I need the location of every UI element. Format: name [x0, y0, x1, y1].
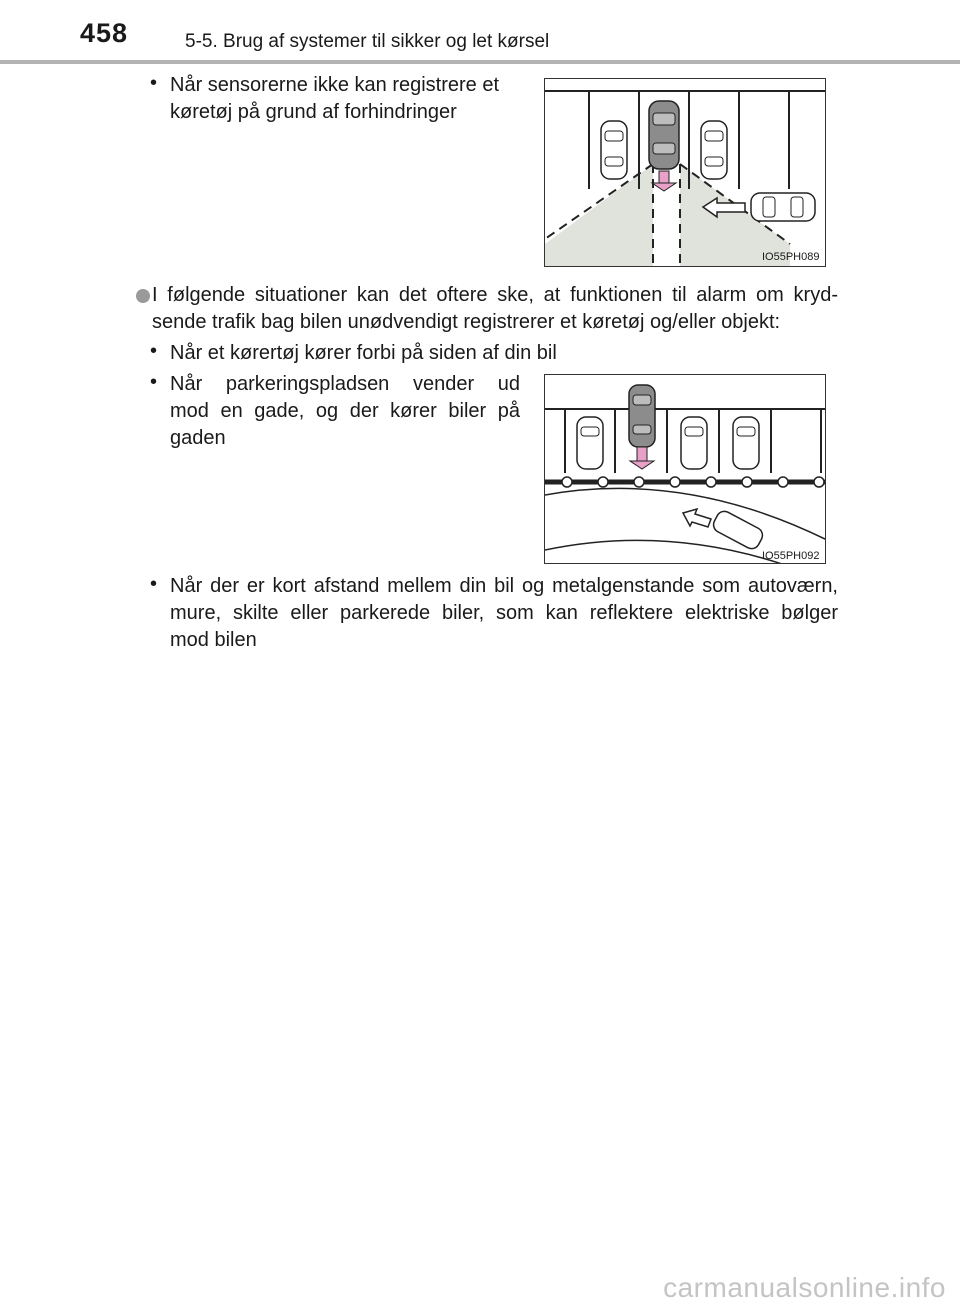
footer-watermark: carmanualsonline.info — [663, 1272, 946, 1303]
bullet-1-line-1: Når sensorerne ikke kan registrere et — [170, 74, 500, 96]
intro-line-1: I følgende situationer kan det oftere ske, at funktionen til alarm om kryd- — [152, 284, 838, 306]
own-car — [649, 101, 679, 169]
bullet-2-text: Når et kørertøj kører forbi på siden af din bil — [170, 342, 557, 364]
bullet-3-line-1: Når parkeringspladsen vender ud — [170, 373, 520, 395]
bullet-4-line-3: mod bilen — [170, 629, 257, 651]
intro-line-2: sende trafik bag bilen unødvendigt registrerer et køretøj og/eller objekt: — [152, 311, 781, 333]
bullet-dot: • — [150, 573, 158, 595]
bullet-dot: • — [150, 72, 158, 94]
page-number: 458 — [80, 18, 129, 48]
figure-sensor-obstruction — [544, 78, 826, 267]
approaching-car — [751, 193, 815, 221]
parking-lot-diagram — [545, 79, 826, 267]
reverse-arrow — [652, 171, 676, 191]
parked-car-2 — [681, 417, 707, 469]
bullet-dot: • — [150, 371, 158, 393]
detection-zone-left — [545, 164, 653, 267]
parked-car-right — [701, 121, 727, 179]
approach-arrow — [683, 509, 711, 527]
figure-1-code: IO55PH089 — [762, 251, 820, 263]
own-car — [629, 385, 655, 447]
parked-car-3 — [733, 417, 759, 469]
approaching-car — [711, 509, 765, 552]
section-title: 5-5. Brug af systemer til sikker og let kørsel — [185, 31, 550, 52]
reverse-arrow — [630, 447, 654, 469]
bullet-3-line-3: gaden — [170, 427, 226, 449]
bullet-4-line-2: mure, skilte eller parkerede biler, som kan reflektere elektriske bølger — [170, 602, 838, 624]
circle-bullet — [136, 289, 150, 303]
figure-street-parking — [544, 374, 826, 564]
street-parking-diagram — [545, 375, 826, 564]
bullet-1-line-2: køretøj på grund af forhindringer — [170, 101, 457, 123]
figure-2-code: IO55PH092 — [762, 550, 820, 562]
bullet-3-line-2: mod en gade, og der kører biler på — [170, 400, 520, 422]
bullet-4-line-1: Når der er kort afstand mellem din bil og metalgenstande som autoværn, — [170, 575, 838, 597]
parked-car-1 — [577, 417, 603, 469]
bullet-dot: • — [150, 340, 158, 362]
header-rule — [0, 60, 960, 64]
parked-car-left — [601, 121, 627, 179]
